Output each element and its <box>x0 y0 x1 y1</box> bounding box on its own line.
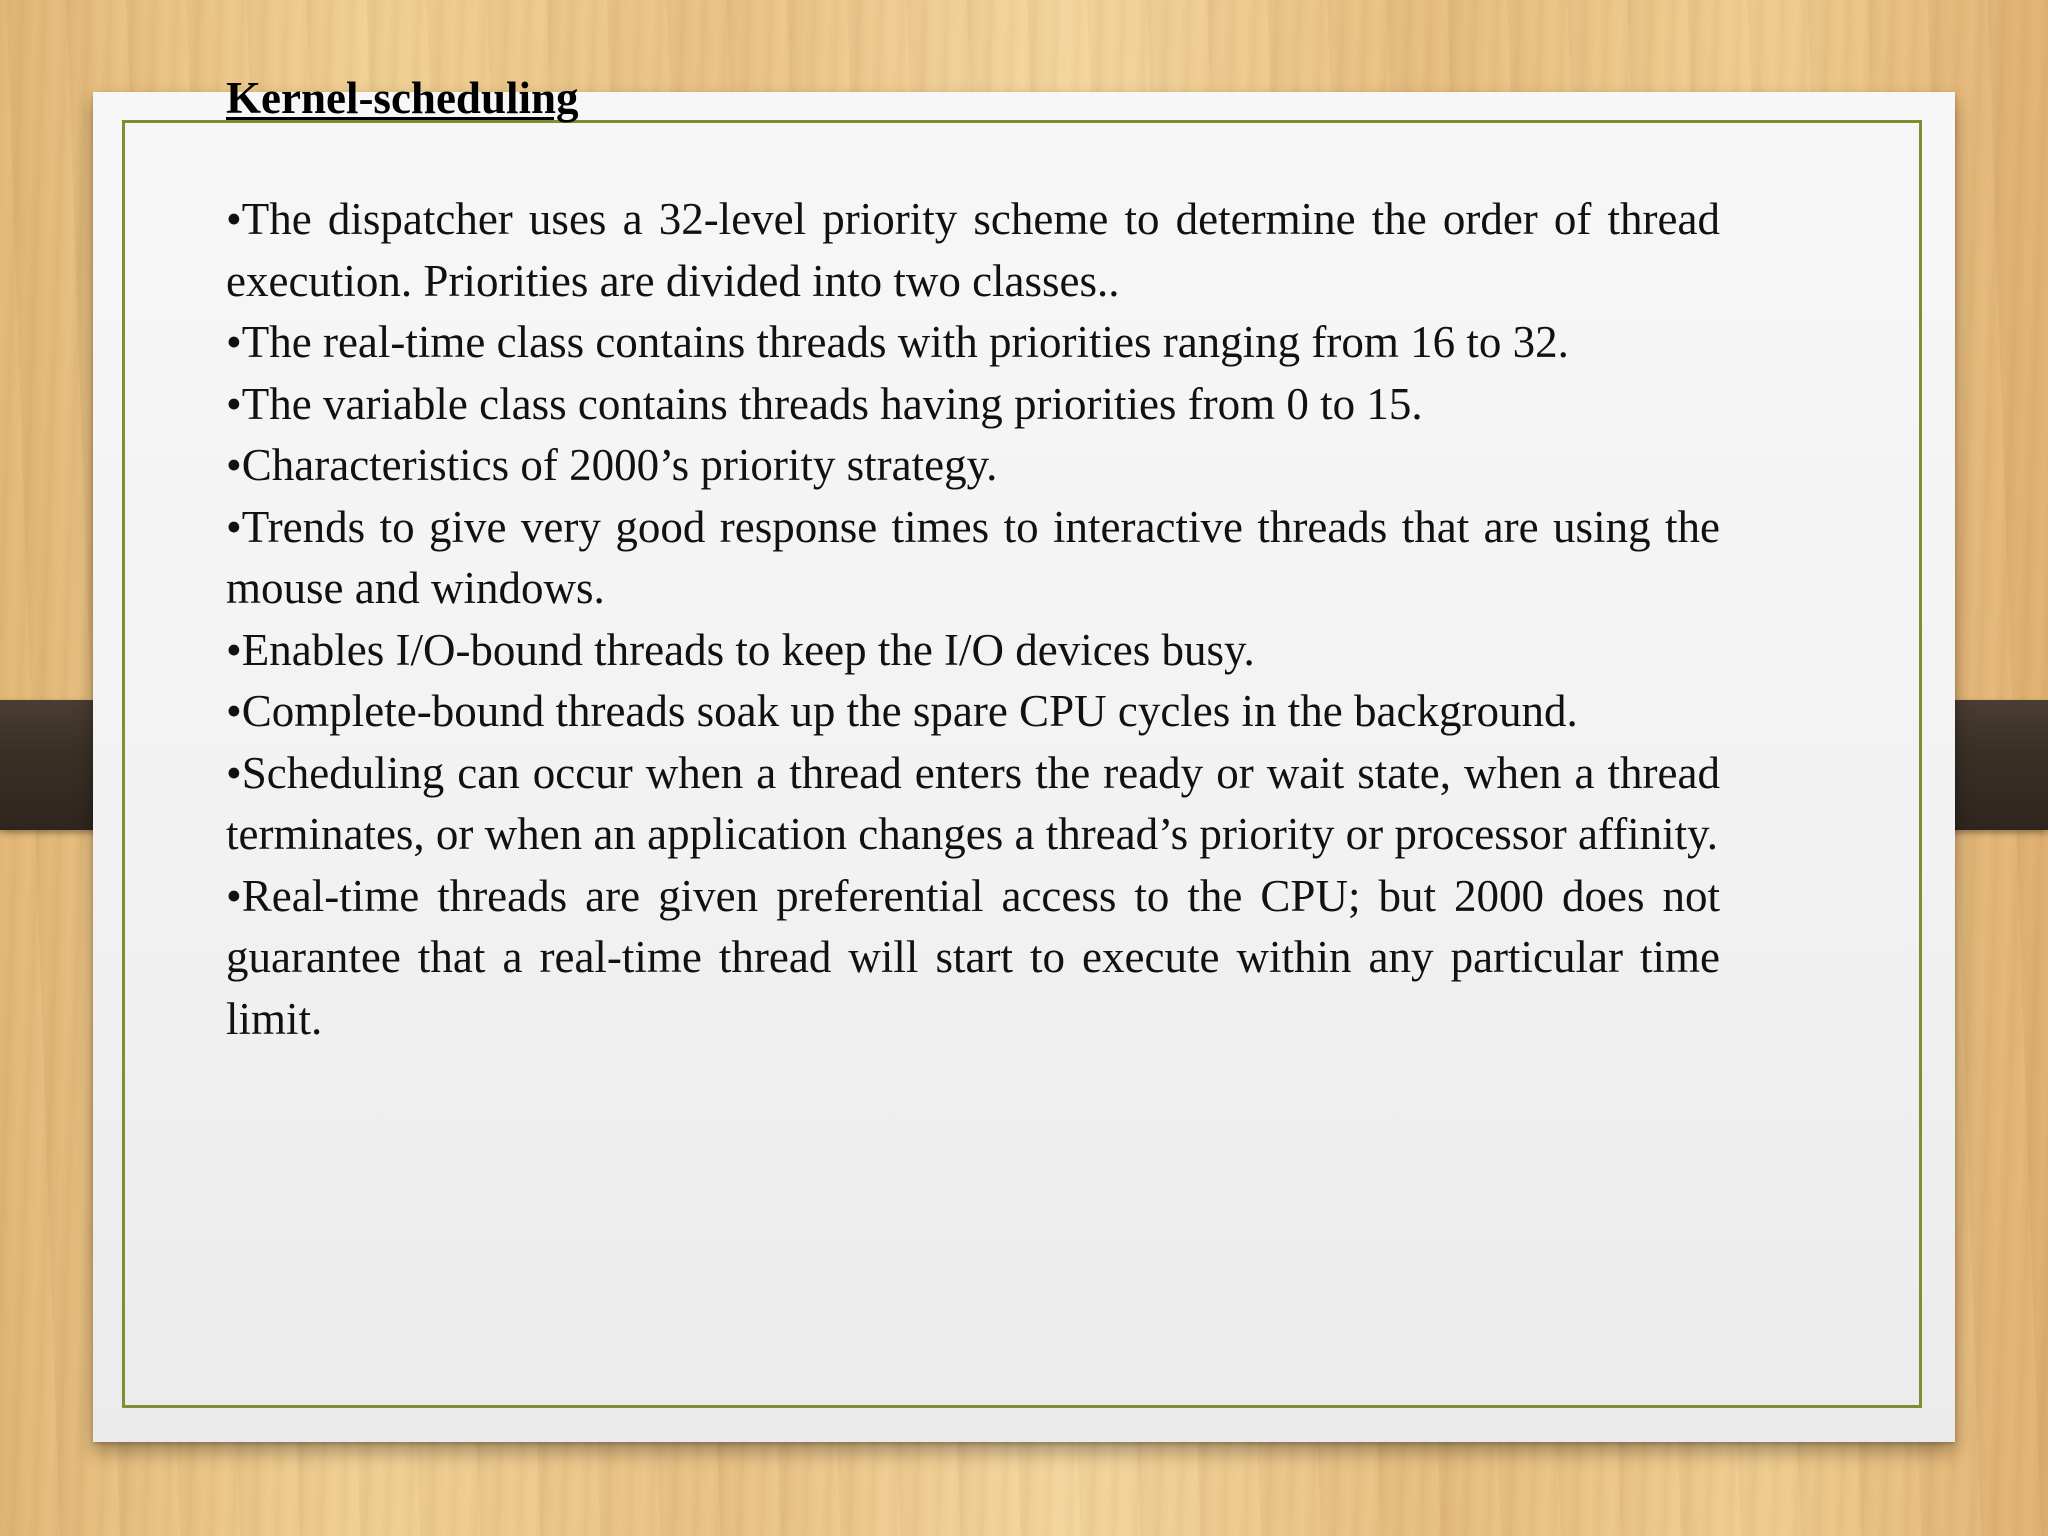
bullet-list <box>226 189 1720 1050</box>
bullet-item: •Scheduling can occur when a thread enters the ready or wait state, when a thread terminates, or when an application changes a thread’s priority or processor affinity. <box>226 747 1720 859</box>
bullet-item: •The variable class contains threads having priorities from 0 to 15. <box>226 378 1423 429</box>
bullet-item: •Characteristics of 2000’s priority strategy. <box>226 440 998 490</box>
bullet-item: •Enables I/O-bound threads to keep the I/O devices busy. <box>226 624 1255 675</box>
bullet-item: •Complete-bound threads soak up the spare CPU cycles in the background. <box>226 686 1578 736</box>
bullet-item: •The dispatcher uses a 32-level priority scheme to determine the order of thread execution. Priorities are divided into two classes.. <box>226 194 1720 306</box>
bullet-item: •The real-time class contains threads with priorities ranging from 16 to 32. <box>226 317 1569 367</box>
bullet-item: •Real-time threads are given preferential access to the CPU; but 2000 does not guarantee that a real-time thread will start to execute within any particular time limit. <box>226 870 1720 1044</box>
slide-title: Kernel-scheduling <box>226 73 579 123</box>
bullet-item: •Trends to give very good response times to interactive threads that are using the mouse and windows. <box>226 501 1720 613</box>
